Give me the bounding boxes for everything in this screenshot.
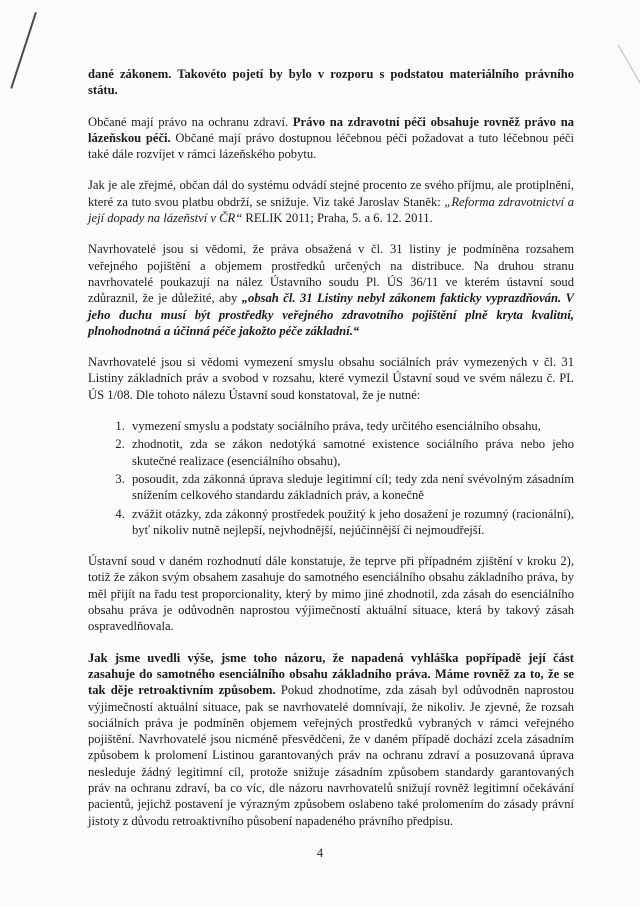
paragraph-text: Pokud zhodnotíme, zda zásah byl odůvodněn naprostou výjimečností aktuální situace, pak se navrhovatelé domnívají, že nikoliv. Je zjevné, že rozsah sociálních práva je podmíněn objemem veřejných prostředků vybraných v rámci veřejného pojištění. Navrhovatelé jsou nicméně přesvědčeni, že v daném případě dochází zcela zásadním způsobem k prolomení Listinou garantovaných práv na ochranu zdraví a posuzovaná úprava nesleduje žádný legitimní cíl, protože snižuje zásadním způsobem standardy garantovaných práv na ochranu zdraví, ba co víc, dle názoru navrhovatelů snižují rovněž legitimní očekávání pacientů, jejichž postavení je výrazným způsobem oslabeno také prolomením do zásady právní jistoty z důvodu retroaktivního působení napadeného právního předpisu. bbox=[88, 683, 574, 828]
paragraph-contribution bbox=[88, 177, 574, 226]
paragraph-conclusion bbox=[88, 650, 574, 829]
bold-text: Právo na zdravotní péči obsahuje rovněž právo na lázeňskou péči. bbox=[88, 114, 574, 145]
paragraph-text: RELIK 2011; Praha, 5. a 6. 12. 2011. bbox=[242, 211, 433, 226]
paragraph-health-right bbox=[88, 114, 574, 163]
paragraph-social-rights: Navrhovatelé jsou si vědomi vymezení smyslu obsahu sociálních práv vymezených v čl. 31 Listiny základních práv a svobod v rozsahu, které vymezil Ústavní soud ve svém nálezu č. PL ÚS 1/08. Dle tohoto nálezu Ústavní soud konstatoval, že je nutné: bbox=[88, 355, 574, 402]
paragraph-text: Občané mají právo na ochranu zdraví. bbox=[88, 114, 293, 129]
court-quote: „obsah čl. 31 Listiny nebyl zákonem fakticky vyprazdňován. V jeho duchu musí být prostředky veřejného zdravotního pojištění plně kryta kvalitní, plnohodnotná a účinná péče jakožto péče základní.“ bbox=[88, 291, 574, 338]
paragraph-court-finding bbox=[88, 241, 574, 339]
paragraph-text: Občané mají právo dostupnou léčebnou péči požadovat a tuto léčebnou péči také dále rozvíjet v rámci lázeňského pobytu. bbox=[88, 130, 574, 162]
paragraph-text: Navrhovatelé jsou si vědomi, že práva obsažená v čl. 31 listiny je podmíněna rozsahem veřejného pojištění a objemem prostředků určených na distribuce. Na druhou stranu navrhovatelé poukazují na nález Ústavního soudu Pl. ÚS 36/11 ve kterém ústavní soud zdůraznil, že je důležité, aby bbox=[88, 242, 574, 306]
list-item: 4. zvážit otázky, zda zákonný prostředek použitý k jeho dosažení je rozumný (racionální), byť nikoliv nutně nejlepší, nejvhodnější, nejúčinnější či nejmoudřejší. bbox=[128, 506, 574, 539]
paragraph-intro bbox=[88, 66, 574, 99]
list-item: 1. vymezení smyslu a podstaty sociálního práva, tedy určitého esenciálního obsahu, bbox=[128, 418, 574, 434]
document-body bbox=[88, 66, 574, 844]
bold-text: Jak jsme uvedli výše, jsme toho názoru, že napadená vyhláška popřípadě její část zasahuje do samotného esenciálního obsahu základního práva. Máme rovněž za to, že se tak děje retroaktivním způsobem. bbox=[88, 650, 574, 698]
list-item: 3. posoudit, zda zákonná úprava sleduje legitimní cíl; tedy zda není svévolným zásadním snížením celkového standardu základních práv, a konečně bbox=[128, 471, 574, 504]
pen-stroke-mark bbox=[10, 12, 36, 89]
list-item: 2. zhodnotit, zda se zákon nedotýká samotné existence sociálního práva nebo jeho skutečné realizace (esenciálního obsahu), bbox=[128, 436, 574, 469]
scan-artifact-line bbox=[618, 44, 640, 105]
bold-text: dané zákonem. Takovéto pojetí by bylo v rozporu s podstatou materiálního právního státu. bbox=[88, 67, 574, 98]
citation-title: „Reforma zdravotnictví a její dopady na lázeňství v ČR“ bbox=[88, 194, 575, 226]
page-number: 4 bbox=[316, 846, 324, 860]
paragraph-proportionality: Ústavní soud v daném rozhodnutí dále konstatuje, že teprve při případném zjištění v kroku 2), totiž že zákon svým obsahem zasahuje do samotného esenciálního obsahu základního práva, by měl přijít na řadu test proporcionality, který by mimo jiné zhodnotil, zda zásah do esenciálního obsahu práva je odůvodněn naprostou výjimečností aktuální situace, která by takový zásah ospravedlňovala. bbox=[88, 554, 574, 634]
criteria-list bbox=[88, 418, 574, 538]
paragraph-text: Jak je ale zřejmé, občan dál do systému odvádí stejné procento ze svého příjmu, ale protiplnění, které za tuto svou platbu obdrží, se snižuje. Viz také Jaroslav Staněk: bbox=[88, 178, 574, 209]
